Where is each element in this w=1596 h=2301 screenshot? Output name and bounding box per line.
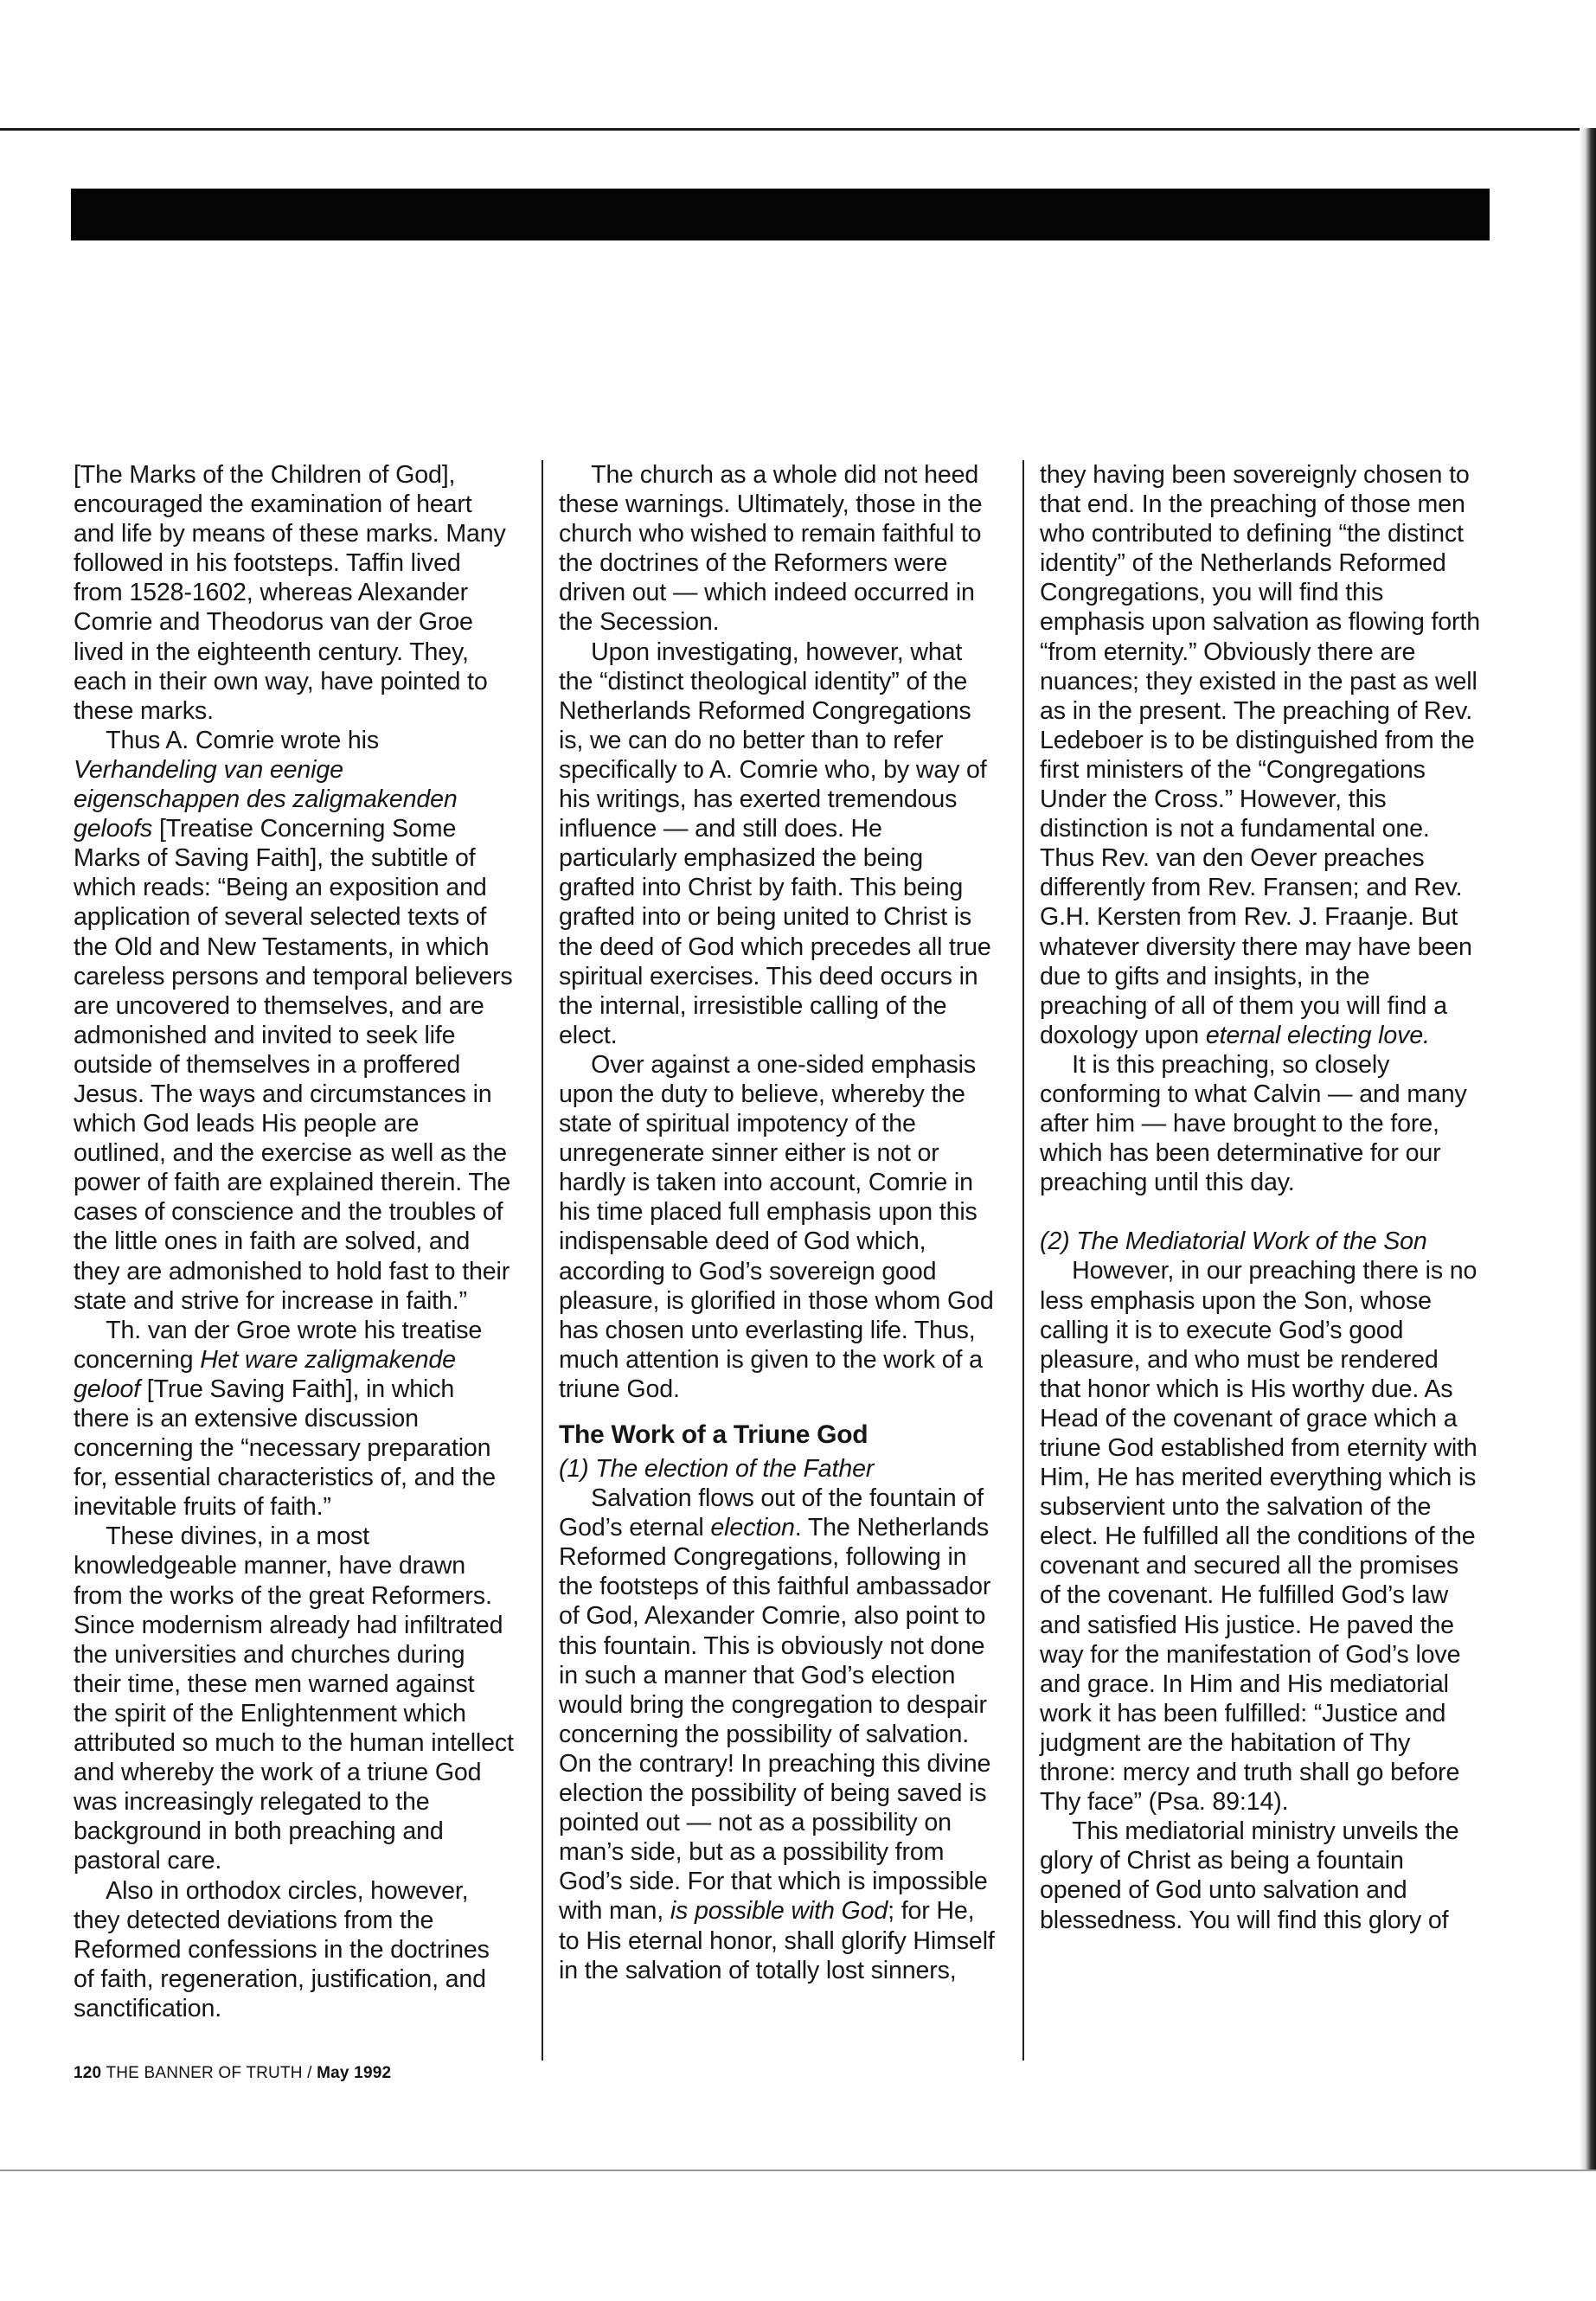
paragraph: Upon investigating, however, what the “distinct theological identity” of the Netherlands Reformed Congregations is, we can do no better than to refer specifically to A. Comrie who, by way of his writings, has exerted tremendous influence — and still does. He particularly emphasized the being grafted into Christ by faith. This being grafted into or being united to Christ is the deed of God which precedes all true spiritual exercises. This deed occurs in the internal, irresistible calling of the elect. bbox=[559, 638, 991, 1049]
issue-date: May 1992 bbox=[317, 2064, 392, 2082]
section-heading: The Work of a Triune God bbox=[559, 1420, 869, 1449]
page-number: 120 bbox=[74, 2064, 102, 2082]
book-title: Het ware zaligmakende geloof bbox=[74, 1345, 456, 1403]
paragraph: Salvation flows out of the fountain of God’s eternal election. The Netherlands Reformed Congregations, following in the footsteps of this faithful ambassador of God, Alexander Comrie, also point to this fountain. This is obviously not done in such a manner that God’s election would bring the congregation to despair concerning the possibility of salvation. On the contrary! In preaching this divine election the possibility of being saved is pointed out — not as a possibility on man’s side, but as a possibility from God’s side. For that which is impossible with man, is possible with God; for He, to His eternal honor, shall glorify Himself in the salvation of totally lost sinners, bbox=[559, 1484, 995, 1984]
publication-name: THE BANNER OF TRUTH / bbox=[106, 2064, 312, 2082]
subsection-heading: (1) The election of the Father bbox=[559, 1455, 875, 1483]
paragraph: Over against a one-sided emphasis upon the duty to believe, whereby the state of spiritual impotency of the unregenerate sinner either is not or hardly is taken into account, Comrie in his time placed full emphasis upon this indispensable deed of God which, according to God’s sovereign good pleasure, is glorified in those whom God has chosen unto everlasting life. Thus, much attention is given to the work of a triune God. bbox=[559, 1050, 994, 1403]
paragraph: Thus A. Comrie wrote his Verhandeling van eenige eigenschappen des zaligmakenden geloofs [Treatise Concerning Some Marks of Saving Faith], the subtitle of which reads: “Being an exposition and application of several selected texts of the Old and New Testaments, in which careless persons and temporal believers are uncovered to themselves, and are admonished and invited to seek life outside of themselves in a proffered Jesus. The ways and circumstances in which God leads His people are outlined, and the exercise as well as the power of faith are explained therein. The cases of conscience and the troubles of the little ones in faith are solved, and they are admonished to hold fast to their state and strive for increase in faith.” bbox=[74, 726, 513, 1315]
paragraph: It is this preaching, so closely conforming to what Calvin — and many after him — have brought to the fore, which has been determinative for our preaching until this day. bbox=[1040, 1050, 1467, 1197]
paragraph: These divines, in a most knowledgeable manner, have drawn from the works of the great Reformers. Since modernism already had infiltrated the universities and churches during their time, these men warned against the spirit of the Enlightenment which attributed so much to the human intellect and whereby the work of a triune God was increasingly relegated to the background in both preaching and pastoral care. bbox=[74, 1522, 514, 1875]
scan-edge-shadow bbox=[1580, 128, 1596, 2171]
article-column-2 bbox=[559, 460, 1000, 1985]
paragraph: However, in our preaching there is no less emphasis upon the Son, whose calling it is to execute God’s good pleasure, and who must be rendered that honor which is His worthy due. As Head of the covenant of grace which a triune God established from eternity with Him, He has merited everything which is subservient unto the salvation of the elect. He fulfilled all the conditions of the covenant and secured all the promises of the covenant. He fulfilled God’s law and satisfied His justice. He paved the way for the manifestation of God’s love and grace. In Him and His mediatorial work it has been fulfilled: “Justice and judgment are the habitation of Thy throne: mercy and truth shall go before Thy face” (Psa. 89:14). bbox=[1040, 1257, 1477, 1817]
header-banner-bar bbox=[71, 189, 1490, 240]
subsection-heading: (2) The Mediatorial Work of the Son bbox=[1040, 1227, 1427, 1256]
column-divider bbox=[542, 460, 543, 2061]
column-divider bbox=[1022, 460, 1024, 2061]
book-title: Verhandeling van eenige eigenschappen des zaligmakenden geloofs bbox=[74, 755, 458, 843]
paragraph: This mediatorial ministry unveils the glory of Christ as being a fountain opened of God unto salvation and blessedness. You will find this glory of bbox=[1040, 1817, 1459, 1934]
page-footer bbox=[74, 2064, 391, 2083]
bottom-page-rule bbox=[0, 2170, 1596, 2171]
paragraph: Also in orthodox circles, however, they detected deviations from the Reformed confessions in the doctrines of faith, regeneration, justification, and sanctification. bbox=[74, 1876, 490, 2022]
article-column-3 bbox=[1040, 460, 1481, 1935]
article-column-1 bbox=[74, 460, 515, 2023]
paragraph: [The Marks of the Children of God], encouraged the examination of heart and life by means of these marks. Many followed in his footsteps. Taffin lived from 1528-1602, whereas Alexander Comrie and Theodorus van der Groe lived in the eighteenth century. They, each in their own way, have pointed to these marks. bbox=[74, 461, 506, 725]
top-page-rule bbox=[0, 128, 1596, 131]
paragraph: they having been sovereignly chosen to that end. In the preaching of those men who contributed to defining “the distinct identity” of the Netherlands Reformed Congregations, you will find this emphasis upon salvation as flowing forth “from eternity.” Obviously there are nuances; they existed in the past as well as in the present. The preaching of Rev. Ledeboer is to be distinguished from the first ministers of the “Congregations Under the Cross.” However, this distinction is not a fundamental one. Thus Rev. van den Oever preaches differently from Rev. Fransen; and Rev. G.H. Kersten from Rev. J. Fraanje. But whatever diversity there may have been due to gifts and insights, in the preaching of all of them you will find a doxology upon eternal electing love. bbox=[1040, 461, 1480, 1049]
paragraph: Th. van der Groe wrote his treatise concerning Het ware zaligmakende geloof [True Saving Faith], in which there is an extensive discussion concerning the “necessary preparation for, essential characteristics of, and the inevitable fruits of faith.” bbox=[74, 1316, 496, 1522]
paragraph: The church as a whole did not heed these warnings. Ultimately, those in the church who wished to remain faithful to the doctrines of the Reformers were driven out — which indeed occurred in the Secession. bbox=[559, 461, 983, 637]
